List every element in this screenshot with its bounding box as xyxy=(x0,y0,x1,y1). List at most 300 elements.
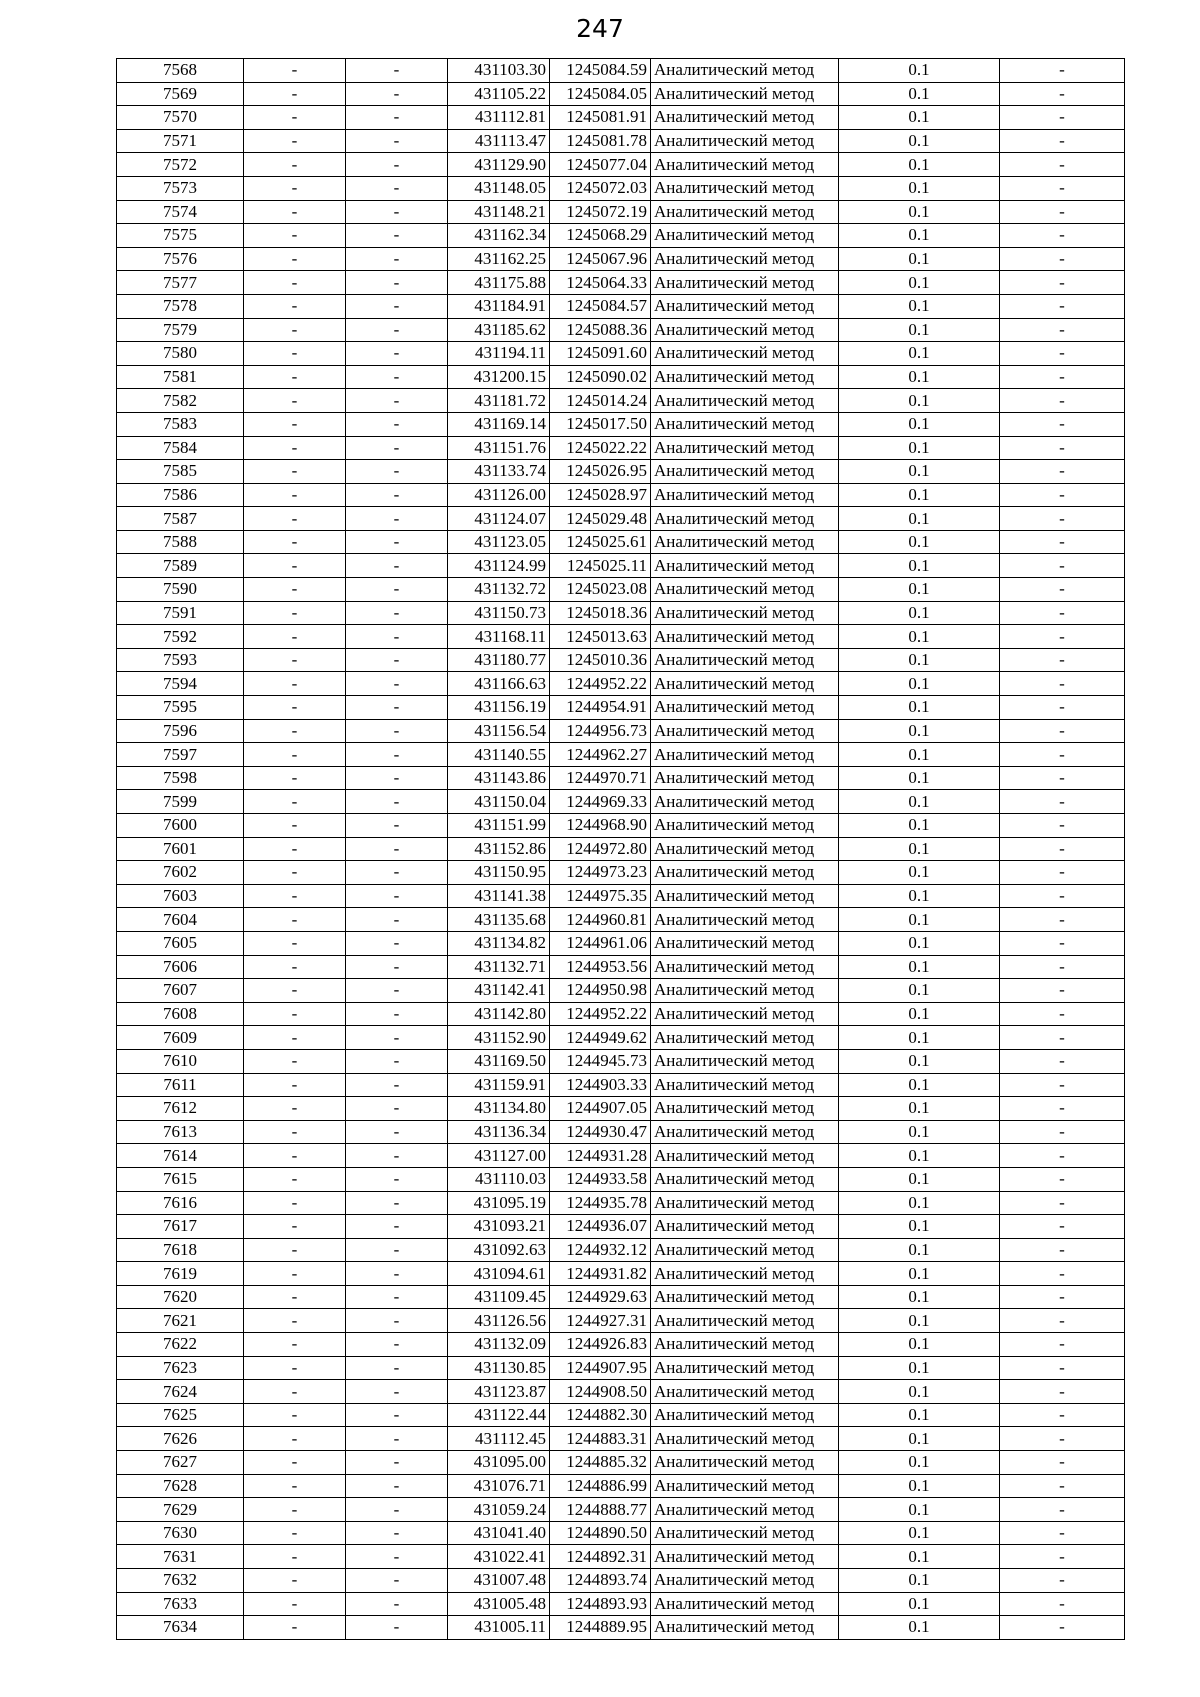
x-coordinate-cell: 431156.19 xyxy=(448,696,550,720)
point-number-cell: 7606 xyxy=(117,955,244,979)
x-coordinate-cell: 431113.47 xyxy=(448,129,550,153)
table-row xyxy=(117,625,1125,649)
table-row xyxy=(117,696,1125,720)
x-coordinate-cell: 431200.15 xyxy=(448,365,550,389)
x-coordinate-cell: 431059.24 xyxy=(448,1498,550,1522)
empty-cell-b: - xyxy=(346,1309,448,1333)
method-cell: Аналитический метод xyxy=(651,1474,839,1498)
note-cell: - xyxy=(1000,578,1125,602)
empty-cell-b: - xyxy=(346,884,448,908)
method-cell: Аналитический метод xyxy=(651,955,839,979)
note-cell: - xyxy=(1000,554,1125,578)
method-cell: Аналитический метод xyxy=(651,625,839,649)
table-row xyxy=(117,1356,1125,1380)
x-coordinate-cell: 431095.19 xyxy=(448,1191,550,1215)
accuracy-cell: 0.1 xyxy=(839,1616,1000,1640)
point-number-cell: 7607 xyxy=(117,979,244,1003)
note-cell: - xyxy=(1000,743,1125,767)
empty-cell-a: - xyxy=(244,554,346,578)
note-cell: - xyxy=(1000,719,1125,743)
accuracy-cell: 0.1 xyxy=(839,1073,1000,1097)
table-row xyxy=(117,1262,1125,1286)
method-cell: Аналитический метод xyxy=(651,719,839,743)
empty-cell-a: - xyxy=(244,648,346,672)
accuracy-cell: 0.1 xyxy=(839,719,1000,743)
note-cell: - xyxy=(1000,814,1125,838)
accuracy-cell: 0.1 xyxy=(839,59,1000,83)
table-row xyxy=(117,1309,1125,1333)
accuracy-cell: 0.1 xyxy=(839,1167,1000,1191)
note-cell: - xyxy=(1000,1144,1125,1168)
accuracy-cell: 0.1 xyxy=(839,790,1000,814)
table-row xyxy=(117,176,1125,200)
note-cell: - xyxy=(1000,837,1125,861)
empty-cell-a: - xyxy=(244,1569,346,1593)
empty-cell-a: - xyxy=(244,719,346,743)
accuracy-cell: 0.1 xyxy=(839,436,1000,460)
empty-cell-b: - xyxy=(346,1285,448,1309)
x-coordinate-cell: 431130.85 xyxy=(448,1356,550,1380)
accuracy-cell: 0.1 xyxy=(839,1451,1000,1475)
empty-cell-b: - xyxy=(346,979,448,1003)
x-coordinate-cell: 431142.80 xyxy=(448,1002,550,1026)
method-cell: Аналитический метод xyxy=(651,82,839,106)
empty-cell-a: - xyxy=(244,696,346,720)
y-coordinate-cell: 1245064.33 xyxy=(550,271,651,295)
accuracy-cell: 0.1 xyxy=(839,1215,1000,1239)
note-cell: - xyxy=(1000,1120,1125,1144)
empty-cell-b: - xyxy=(346,931,448,955)
x-coordinate-cell: 431103.30 xyxy=(448,59,550,83)
accuracy-cell: 0.1 xyxy=(839,318,1000,342)
accuracy-cell: 0.1 xyxy=(839,1002,1000,1026)
y-coordinate-cell: 1245023.08 xyxy=(550,578,651,602)
method-cell: Аналитический метод xyxy=(651,1333,839,1357)
x-coordinate-cell: 431162.25 xyxy=(448,247,550,271)
y-coordinate-cell: 1245013.63 xyxy=(550,625,651,649)
point-number-cell: 7596 xyxy=(117,719,244,743)
point-number-cell: 7614 xyxy=(117,1144,244,1168)
accuracy-cell: 0.1 xyxy=(839,294,1000,318)
empty-cell-b: - xyxy=(346,224,448,248)
note-cell: - xyxy=(1000,1451,1125,1475)
empty-cell-b: - xyxy=(346,153,448,177)
x-coordinate-cell: 431143.86 xyxy=(448,766,550,790)
accuracy-cell: 0.1 xyxy=(839,743,1000,767)
table-row xyxy=(117,247,1125,271)
empty-cell-b: - xyxy=(346,1403,448,1427)
table-row xyxy=(117,530,1125,554)
x-coordinate-cell: 431180.77 xyxy=(448,648,550,672)
point-number-cell: 7573 xyxy=(117,176,244,200)
x-coordinate-cell: 431127.00 xyxy=(448,1144,550,1168)
accuracy-cell: 0.1 xyxy=(839,696,1000,720)
table-row xyxy=(117,1451,1125,1475)
note-cell: - xyxy=(1000,1356,1125,1380)
y-coordinate-cell: 1244885.32 xyxy=(550,1451,651,1475)
accuracy-cell: 0.1 xyxy=(839,814,1000,838)
note-cell: - xyxy=(1000,106,1125,130)
note-cell: - xyxy=(1000,436,1125,460)
x-coordinate-cell: 431129.90 xyxy=(448,153,550,177)
point-number-cell: 7624 xyxy=(117,1380,244,1404)
y-coordinate-cell: 1244949.62 xyxy=(550,1026,651,1050)
table-row xyxy=(117,436,1125,460)
page-number: 247 xyxy=(576,14,624,43)
empty-cell-a: - xyxy=(244,82,346,106)
table-row xyxy=(117,955,1125,979)
empty-cell-b: - xyxy=(346,1215,448,1239)
note-cell: - xyxy=(1000,1097,1125,1121)
accuracy-cell: 0.1 xyxy=(839,176,1000,200)
table-row xyxy=(117,389,1125,413)
point-number-cell: 7613 xyxy=(117,1120,244,1144)
table-row xyxy=(117,861,1125,885)
method-cell: Аналитический метод xyxy=(651,294,839,318)
method-cell: Аналитический метод xyxy=(651,176,839,200)
y-coordinate-cell: 1244907.05 xyxy=(550,1097,651,1121)
point-number-cell: 7600 xyxy=(117,814,244,838)
empty-cell-a: - xyxy=(244,129,346,153)
method-cell: Аналитический метод xyxy=(651,766,839,790)
accuracy-cell: 0.1 xyxy=(839,412,1000,436)
empty-cell-b: - xyxy=(346,1474,448,1498)
note-cell: - xyxy=(1000,153,1125,177)
empty-cell-a: - xyxy=(244,1427,346,1451)
y-coordinate-cell: 1244956.73 xyxy=(550,719,651,743)
method-cell: Аналитический метод xyxy=(651,696,839,720)
empty-cell-b: - xyxy=(346,554,448,578)
y-coordinate-cell: 1244962.27 xyxy=(550,743,651,767)
y-coordinate-cell: 1244892.31 xyxy=(550,1545,651,1569)
y-coordinate-cell: 1244893.74 xyxy=(550,1569,651,1593)
point-number-cell: 7619 xyxy=(117,1262,244,1286)
note-cell: - xyxy=(1000,955,1125,979)
empty-cell-b: - xyxy=(346,1120,448,1144)
x-coordinate-cell: 431150.95 xyxy=(448,861,550,885)
point-number-cell: 7588 xyxy=(117,530,244,554)
empty-cell-a: - xyxy=(244,1616,346,1640)
y-coordinate-cell: 1244926.83 xyxy=(550,1333,651,1357)
accuracy-cell: 0.1 xyxy=(839,1191,1000,1215)
method-cell: Аналитический метод xyxy=(651,601,839,625)
note-cell: - xyxy=(1000,1191,1125,1215)
method-cell: Аналитический метод xyxy=(651,1049,839,1073)
y-coordinate-cell: 1244969.33 xyxy=(550,790,651,814)
accuracy-cell: 0.1 xyxy=(839,1498,1000,1522)
table-row xyxy=(117,1002,1125,1026)
note-cell: - xyxy=(1000,342,1125,366)
note-cell: - xyxy=(1000,1474,1125,1498)
empty-cell-b: - xyxy=(346,1569,448,1593)
empty-cell-b: - xyxy=(346,1545,448,1569)
empty-cell-b: - xyxy=(346,1002,448,1026)
table-row xyxy=(117,1521,1125,1545)
accuracy-cell: 0.1 xyxy=(839,1262,1000,1286)
empty-cell-b: - xyxy=(346,1191,448,1215)
empty-cell-b: - xyxy=(346,1380,448,1404)
x-coordinate-cell: 431142.41 xyxy=(448,979,550,1003)
point-number-cell: 7591 xyxy=(117,601,244,625)
y-coordinate-cell: 1244907.95 xyxy=(550,1356,651,1380)
empty-cell-b: - xyxy=(346,1333,448,1357)
note-cell: - xyxy=(1000,412,1125,436)
accuracy-cell: 0.1 xyxy=(839,460,1000,484)
method-cell: Аналитический метод xyxy=(651,460,839,484)
point-number-cell: 7609 xyxy=(117,1026,244,1050)
empty-cell-b: - xyxy=(346,412,448,436)
note-cell: - xyxy=(1000,294,1125,318)
empty-cell-b: - xyxy=(346,766,448,790)
x-coordinate-cell: 431150.04 xyxy=(448,790,550,814)
method-cell: Аналитический метод xyxy=(651,1569,839,1593)
note-cell: - xyxy=(1000,884,1125,908)
y-coordinate-cell: 1245088.36 xyxy=(550,318,651,342)
point-number-cell: 7598 xyxy=(117,766,244,790)
table-row xyxy=(117,1073,1125,1097)
x-coordinate-cell: 431123.05 xyxy=(448,530,550,554)
empty-cell-b: - xyxy=(346,294,448,318)
table-row xyxy=(117,271,1125,295)
empty-cell-a: - xyxy=(244,389,346,413)
empty-cell-a: - xyxy=(244,530,346,554)
note-cell: - xyxy=(1000,1498,1125,1522)
table-row xyxy=(117,129,1125,153)
point-number-cell: 7593 xyxy=(117,648,244,672)
y-coordinate-cell: 1245014.24 xyxy=(550,389,651,413)
x-coordinate-cell: 431005.11 xyxy=(448,1616,550,1640)
empty-cell-b: - xyxy=(346,318,448,342)
empty-cell-a: - xyxy=(244,176,346,200)
method-cell: Аналитический метод xyxy=(651,1616,839,1640)
y-coordinate-cell: 1244972.80 xyxy=(550,837,651,861)
accuracy-cell: 0.1 xyxy=(839,247,1000,271)
x-coordinate-cell: 431159.91 xyxy=(448,1073,550,1097)
empty-cell-b: - xyxy=(346,1097,448,1121)
note-cell: - xyxy=(1000,979,1125,1003)
empty-cell-a: - xyxy=(244,766,346,790)
accuracy-cell: 0.1 xyxy=(839,884,1000,908)
empty-cell-b: - xyxy=(346,436,448,460)
accuracy-cell: 0.1 xyxy=(839,1049,1000,1073)
note-cell: - xyxy=(1000,1403,1125,1427)
empty-cell-a: - xyxy=(244,1073,346,1097)
point-number-cell: 7634 xyxy=(117,1616,244,1640)
note-cell: - xyxy=(1000,59,1125,83)
empty-cell-a: - xyxy=(244,1167,346,1191)
point-number-cell: 7602 xyxy=(117,861,244,885)
empty-cell-a: - xyxy=(244,884,346,908)
point-number-cell: 7628 xyxy=(117,1474,244,1498)
note-cell: - xyxy=(1000,389,1125,413)
y-coordinate-cell: 1244936.07 xyxy=(550,1215,651,1239)
method-cell: Аналитический метод xyxy=(651,554,839,578)
note-cell: - xyxy=(1000,1215,1125,1239)
x-coordinate-cell: 431150.73 xyxy=(448,601,550,625)
point-number-cell: 7569 xyxy=(117,82,244,106)
table-row xyxy=(117,554,1125,578)
x-coordinate-cell: 431140.55 xyxy=(448,743,550,767)
accuracy-cell: 0.1 xyxy=(839,1592,1000,1616)
point-number-cell: 7595 xyxy=(117,696,244,720)
empty-cell-b: - xyxy=(346,483,448,507)
empty-cell-a: - xyxy=(244,1097,346,1121)
point-number-cell: 7615 xyxy=(117,1167,244,1191)
method-cell: Аналитический метод xyxy=(651,483,839,507)
y-coordinate-cell: 1244960.81 xyxy=(550,908,651,932)
x-coordinate-cell: 431022.41 xyxy=(448,1545,550,1569)
x-coordinate-cell: 431095.00 xyxy=(448,1451,550,1475)
empty-cell-b: - xyxy=(346,696,448,720)
empty-cell-a: - xyxy=(244,294,346,318)
empty-cell-b: - xyxy=(346,955,448,979)
table-row xyxy=(117,1285,1125,1309)
empty-cell-b: - xyxy=(346,1238,448,1262)
y-coordinate-cell: 1245025.61 xyxy=(550,530,651,554)
empty-cell-a: - xyxy=(244,1356,346,1380)
method-cell: Аналитический метод xyxy=(651,365,839,389)
point-number-cell: 7568 xyxy=(117,59,244,83)
x-coordinate-cell: 431110.03 xyxy=(448,1167,550,1191)
table-row xyxy=(117,1191,1125,1215)
accuracy-cell: 0.1 xyxy=(839,578,1000,602)
empty-cell-a: - xyxy=(244,365,346,389)
method-cell: Аналитический метод xyxy=(651,908,839,932)
accuracy-cell: 0.1 xyxy=(839,224,1000,248)
note-cell: - xyxy=(1000,129,1125,153)
note-cell: - xyxy=(1000,766,1125,790)
point-number-cell: 7583 xyxy=(117,412,244,436)
table-row xyxy=(117,224,1125,248)
y-coordinate-cell: 1245010.36 xyxy=(550,648,651,672)
method-cell: Аналитический метод xyxy=(651,790,839,814)
empty-cell-a: - xyxy=(244,743,346,767)
empty-cell-a: - xyxy=(244,318,346,342)
x-coordinate-cell: 431152.86 xyxy=(448,837,550,861)
y-coordinate-cell: 1245081.78 xyxy=(550,129,651,153)
empty-cell-b: - xyxy=(346,389,448,413)
empty-cell-a: - xyxy=(244,908,346,932)
x-coordinate-cell: 431135.68 xyxy=(448,908,550,932)
note-cell: - xyxy=(1000,1167,1125,1191)
accuracy-cell: 0.1 xyxy=(839,1285,1000,1309)
empty-cell-a: - xyxy=(244,601,346,625)
point-number-cell: 7594 xyxy=(117,672,244,696)
y-coordinate-cell: 1244932.12 xyxy=(550,1238,651,1262)
point-number-cell: 7571 xyxy=(117,129,244,153)
note-cell: - xyxy=(1000,648,1125,672)
point-number-cell: 7576 xyxy=(117,247,244,271)
table-row xyxy=(117,1333,1125,1357)
x-coordinate-cell: 431105.22 xyxy=(448,82,550,106)
empty-cell-b: - xyxy=(346,1592,448,1616)
empty-cell-b: - xyxy=(346,1498,448,1522)
accuracy-cell: 0.1 xyxy=(839,979,1000,1003)
y-coordinate-cell: 1245029.48 xyxy=(550,507,651,531)
point-number-cell: 7590 xyxy=(117,578,244,602)
note-cell: - xyxy=(1000,1545,1125,1569)
empty-cell-a: - xyxy=(244,436,346,460)
method-cell: Аналитический метод xyxy=(651,931,839,955)
empty-cell-a: - xyxy=(244,1333,346,1357)
empty-cell-b: - xyxy=(346,908,448,932)
x-coordinate-cell: 431112.81 xyxy=(448,106,550,130)
method-cell: Аналитический метод xyxy=(651,530,839,554)
empty-cell-a: - xyxy=(244,1026,346,1050)
method-cell: Аналитический метод xyxy=(651,1073,839,1097)
method-cell: Аналитический метод xyxy=(651,1026,839,1050)
method-cell: Аналитический метод xyxy=(651,1521,839,1545)
method-cell: Аналитический метод xyxy=(651,106,839,130)
point-number-cell: 7625 xyxy=(117,1403,244,1427)
x-coordinate-cell: 431156.54 xyxy=(448,719,550,743)
accuracy-cell: 0.1 xyxy=(839,1521,1000,1545)
method-cell: Аналитический метод xyxy=(651,271,839,295)
table-row xyxy=(117,1427,1125,1451)
empty-cell-a: - xyxy=(244,1380,346,1404)
point-number-cell: 7629 xyxy=(117,1498,244,1522)
table-row xyxy=(117,1238,1125,1262)
empty-cell-a: - xyxy=(244,1262,346,1286)
x-coordinate-cell: 431092.63 xyxy=(448,1238,550,1262)
x-coordinate-cell: 431005.48 xyxy=(448,1592,550,1616)
x-coordinate-cell: 431123.87 xyxy=(448,1380,550,1404)
accuracy-cell: 0.1 xyxy=(839,672,1000,696)
empty-cell-b: - xyxy=(346,1144,448,1168)
empty-cell-a: - xyxy=(244,1120,346,1144)
table-row xyxy=(117,1569,1125,1593)
table-row xyxy=(117,979,1125,1003)
empty-cell-b: - xyxy=(346,601,448,625)
y-coordinate-cell: 1245017.50 xyxy=(550,412,651,436)
empty-cell-b: - xyxy=(346,507,448,531)
empty-cell-a: - xyxy=(244,460,346,484)
empty-cell-a: - xyxy=(244,59,346,83)
point-number-cell: 7589 xyxy=(117,554,244,578)
method-cell: Аналитический метод xyxy=(651,1120,839,1144)
table-row xyxy=(117,719,1125,743)
empty-cell-b: - xyxy=(346,814,448,838)
method-cell: Аналитический метод xyxy=(651,1380,839,1404)
method-cell: Аналитический метод xyxy=(651,648,839,672)
method-cell: Аналитический метод xyxy=(651,1097,839,1121)
y-coordinate-cell: 1245091.60 xyxy=(550,342,651,366)
note-cell: - xyxy=(1000,1592,1125,1616)
accuracy-cell: 0.1 xyxy=(839,601,1000,625)
table-row xyxy=(117,837,1125,861)
empty-cell-a: - xyxy=(244,1285,346,1309)
x-coordinate-cell: 431076.71 xyxy=(448,1474,550,1498)
accuracy-cell: 0.1 xyxy=(839,271,1000,295)
empty-cell-b: - xyxy=(346,530,448,554)
point-number-cell: 7581 xyxy=(117,365,244,389)
note-cell: - xyxy=(1000,1049,1125,1073)
empty-cell-a: - xyxy=(244,412,346,436)
empty-cell-a: - xyxy=(244,1451,346,1475)
empty-cell-a: - xyxy=(244,672,346,696)
table-row xyxy=(117,82,1125,106)
table-row xyxy=(117,318,1125,342)
point-number-cell: 7608 xyxy=(117,1002,244,1026)
point-number-cell: 7617 xyxy=(117,1215,244,1239)
table-row xyxy=(117,294,1125,318)
y-coordinate-cell: 1245018.36 xyxy=(550,601,651,625)
y-coordinate-cell: 1244890.50 xyxy=(550,1521,651,1545)
x-coordinate-cell: 431151.99 xyxy=(448,814,550,838)
empty-cell-b: - xyxy=(346,719,448,743)
empty-cell-a: - xyxy=(244,1049,346,1073)
point-number-cell: 7627 xyxy=(117,1451,244,1475)
